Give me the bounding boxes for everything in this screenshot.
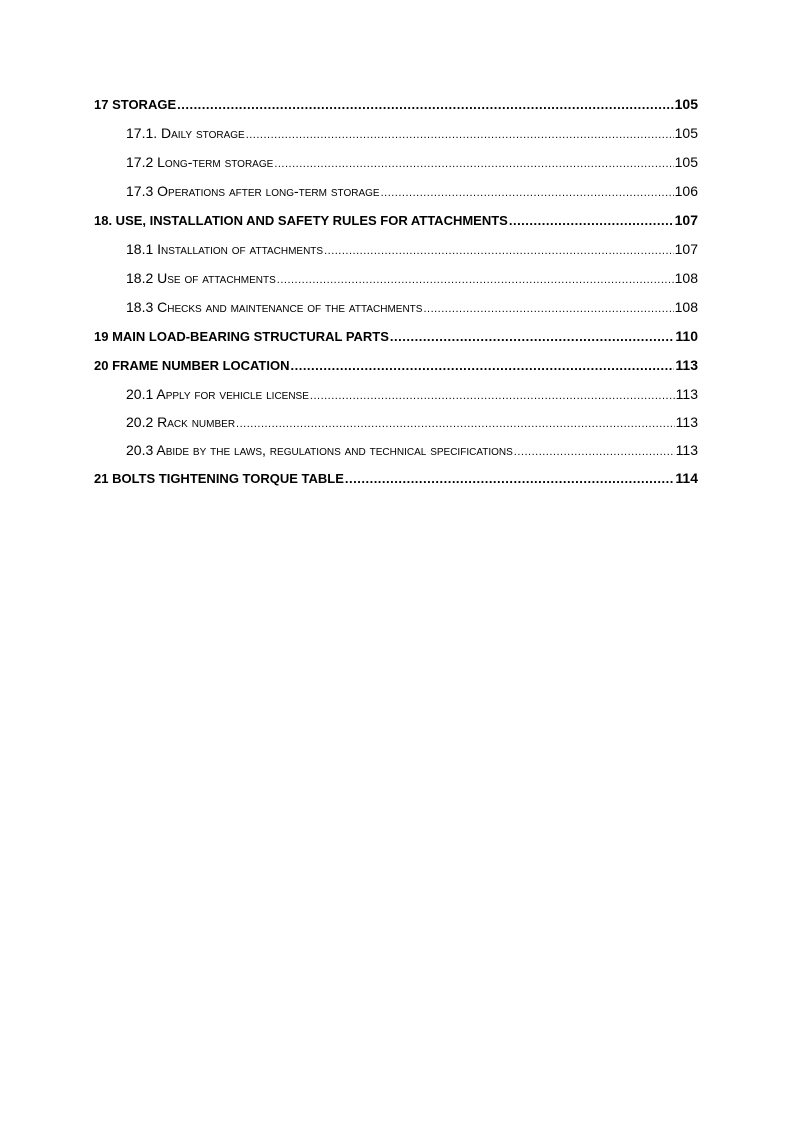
toc-entry-page: 113 — [675, 357, 698, 373]
toc-entry-title: 18.3 Checks and maintenance of the attachments — [126, 299, 423, 315]
toc-entry[interactable] — [94, 296, 698, 325]
toc-entry-title: 20 FRAME NUMBER LOCATION — [94, 358, 290, 373]
toc-entry[interactable] — [94, 151, 698, 180]
dot-leader — [177, 94, 674, 116]
toc-entry[interactable] — [94, 267, 698, 296]
toc-entry[interactable] — [94, 93, 698, 122]
dot-leader — [274, 153, 673, 175]
toc-entry-title: 18.2 Use of attachments — [126, 270, 276, 286]
toc-entry-page: 108 — [674, 270, 698, 286]
toc-entry-title: 21 BOLTS TIGHTENING TORQUE TABLE — [94, 471, 344, 486]
dot-leader — [290, 355, 674, 377]
toc-entry-page: 113 — [675, 386, 698, 402]
dot-leader — [514, 441, 675, 463]
dot-leader — [236, 413, 675, 435]
toc-entry[interactable] — [94, 238, 698, 267]
dot-leader — [246, 124, 674, 146]
toc-entry[interactable] — [94, 467, 698, 496]
toc-entry[interactable] — [94, 209, 698, 238]
toc-entry[interactable] — [94, 180, 698, 209]
toc-entry-page: 105 — [674, 125, 698, 141]
toc-entry-page: 108 — [674, 299, 698, 315]
toc-entry-page: 106 — [674, 183, 698, 199]
toc-entry-title: 17.1. Daily storage — [126, 125, 245, 141]
toc-entry-title: 20.2 Rack number — [126, 414, 236, 430]
toc-entry-page: 114 — [675, 470, 698, 486]
toc-entry[interactable] — [94, 354, 698, 383]
toc-entry[interactable] — [94, 325, 698, 354]
toc-entry-title: 20.3 Abide by the laws, regulations and technical specifications — [126, 442, 513, 458]
dot-leader — [310, 385, 675, 407]
toc-entry[interactable] — [94, 122, 698, 151]
toc-entry[interactable] — [94, 383, 698, 411]
toc-entry[interactable] — [94, 411, 698, 439]
toc-entry[interactable] — [94, 439, 698, 467]
toc-entry-page: 105 — [674, 154, 698, 170]
dot-leader — [390, 326, 674, 348]
toc-entry-title: 17 STORAGE — [94, 97, 177, 112]
table-of-contents — [94, 93, 698, 496]
toc-entry-title: 19 MAIN LOAD-BEARING STRUCTURAL PARTS — [94, 329, 389, 344]
toc-entry-title: 18.1 Installation of attachments — [126, 241, 324, 257]
toc-entry-title: 20.1 Apply for vehicle license — [126, 386, 309, 402]
toc-entry-page: 110 — [675, 328, 698, 344]
toc-entry-page: 107 — [674, 241, 698, 257]
toc-entry-page: 113 — [675, 414, 698, 430]
toc-entry-page: 107 — [674, 212, 698, 228]
dot-leader — [381, 182, 674, 204]
dot-leader — [277, 269, 674, 291]
toc-entry-title: 18. USE, INSTALLATION AND SAFETY RULES FOR ATTACHMENTS — [94, 213, 508, 228]
toc-entry-page: 113 — [675, 442, 698, 458]
dot-leader — [509, 210, 674, 232]
dot-leader — [324, 240, 674, 262]
dot-leader — [423, 298, 673, 320]
dot-leader — [345, 468, 675, 490]
toc-entry-page: 105 — [674, 96, 698, 112]
toc-entry-title: 17.2 Long-term storage — [126, 154, 274, 170]
toc-entry-title: 17.3 Operations after long-term storage — [126, 183, 380, 199]
